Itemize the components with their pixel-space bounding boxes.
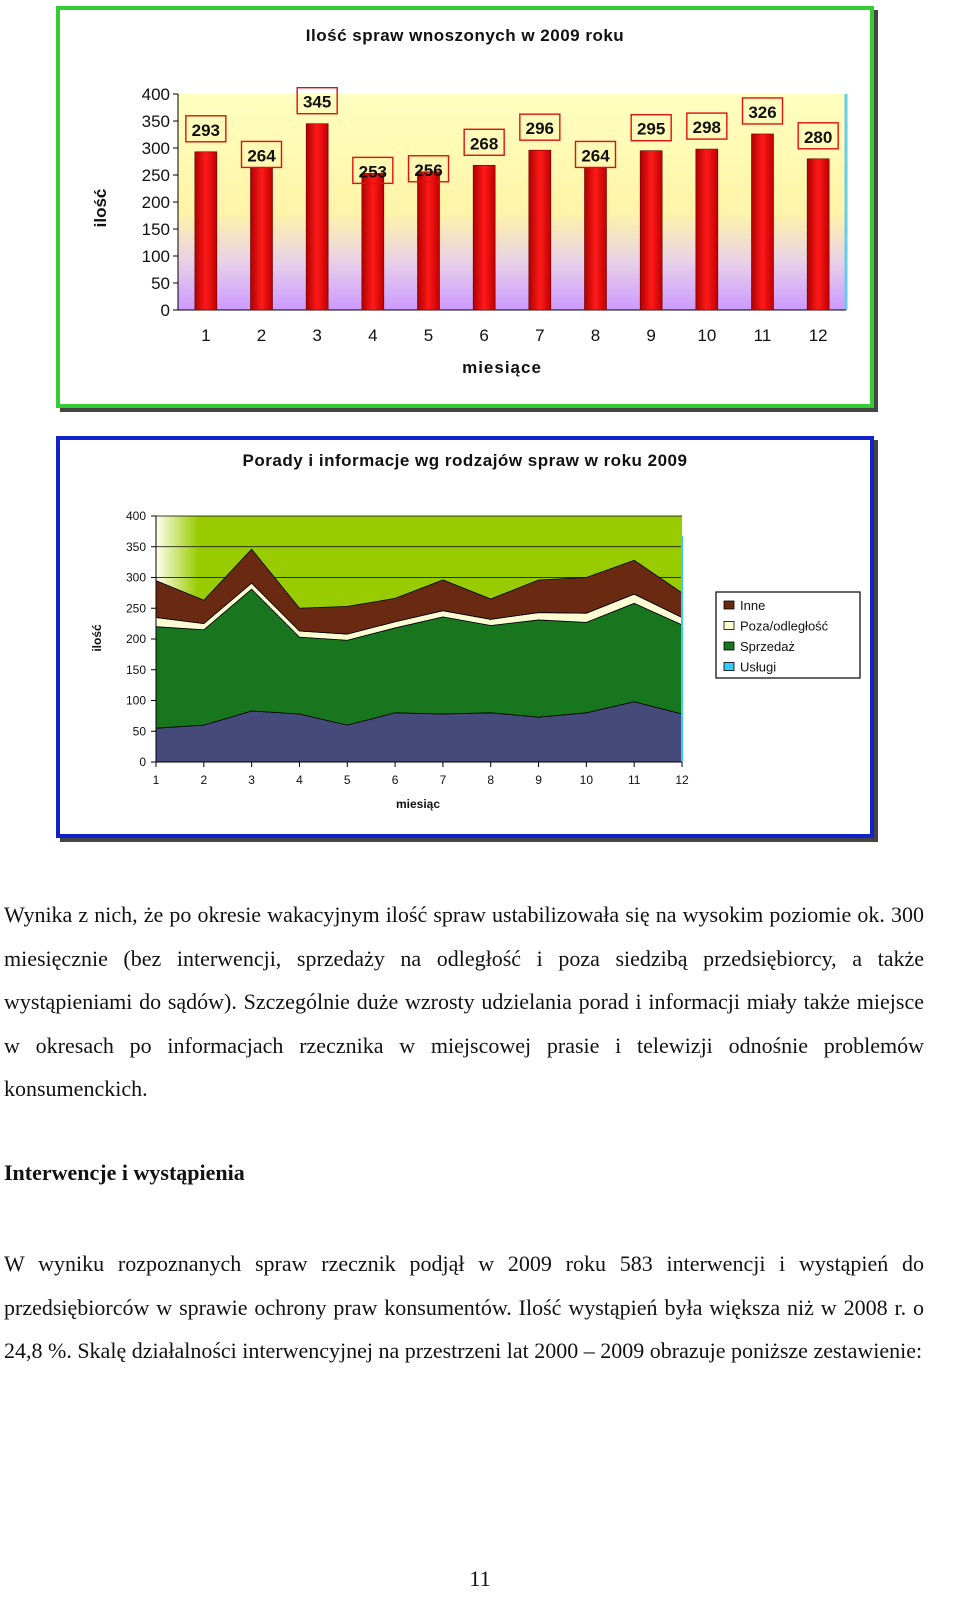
chart2-legend-swatch bbox=[724, 642, 734, 650]
chart1-data-label: 268 bbox=[469, 134, 499, 154]
chart2-ylabel: ilość bbox=[90, 624, 104, 652]
section-heading: Interwencje i wystąpienia bbox=[4, 1160, 245, 1185]
chart1-bar bbox=[529, 150, 551, 310]
chart1-bar bbox=[195, 152, 217, 310]
chart1-data-label: 264 bbox=[247, 146, 276, 166]
chart1-x-tick-label: 2 bbox=[256, 326, 267, 345]
chart1-bar bbox=[473, 165, 495, 310]
chart1-data-label: 280 bbox=[803, 127, 833, 147]
chart1-y-tick-label: 350 bbox=[141, 112, 170, 131]
chart1-x-tick-label: 12 bbox=[808, 326, 828, 345]
chart1-bar bbox=[362, 173, 384, 310]
chart2-legend bbox=[716, 592, 860, 678]
chart1-y-tick-label: 50 bbox=[151, 274, 170, 293]
chart1-xlabel: miesiące bbox=[462, 358, 542, 377]
chart1-data-label: 345 bbox=[302, 92, 332, 112]
chart2-legend-label: Inne bbox=[740, 598, 766, 613]
chart1-y-tick-label: 250 bbox=[141, 166, 170, 185]
chart2-legend-swatch bbox=[724, 601, 734, 609]
chart1-x-tick-label: 1 bbox=[201, 326, 211, 345]
chart2-legend-label: Sprzedaż bbox=[740, 639, 795, 654]
chart1-plot-area bbox=[178, 94, 846, 310]
chart1-x-tick-label: 7 bbox=[535, 326, 545, 345]
chart2-legend-swatch bbox=[724, 622, 734, 630]
chart2-x-tick-label: 12 bbox=[675, 773, 689, 787]
chart2-xlabel: miesiąc bbox=[395, 797, 441, 811]
chart2-x-tick-label: 8 bbox=[487, 773, 495, 787]
chart1-bar bbox=[251, 167, 273, 310]
chart2-x-tick-label: 3 bbox=[248, 773, 255, 787]
chart1-x-tick-label: 10 bbox=[697, 326, 717, 345]
chart1-data-label: 256 bbox=[414, 160, 443, 180]
chart1-x-tick-label: 9 bbox=[646, 326, 656, 345]
chart2-legend-box bbox=[716, 592, 860, 678]
chart1-x-tick-label: 6 bbox=[479, 326, 489, 345]
chart1-y-tick-label: 0 bbox=[160, 301, 170, 320]
chart1-x-tick-label: 11 bbox=[753, 326, 772, 345]
chart1-data-label: 295 bbox=[636, 119, 666, 139]
chart2-y-tick-label: 400 bbox=[125, 509, 146, 523]
chart2-legend-label: Usługi bbox=[740, 659, 777, 675]
chart2-x-tick-label: 5 bbox=[343, 773, 351, 787]
chart2-y-tick-label: 200 bbox=[125, 632, 146, 646]
monthly-cases-chart-svg bbox=[60, 10, 870, 404]
chart1-data-label: 298 bbox=[692, 118, 722, 138]
paragraph-summary: Wynika z nich, że po okresie wakacyjnym ilość spraw ustabilizowała się na wysokim poziomie ok. 300 miesięcznie (bez interwencji, sprzedaży na odległość i poza siedzibą przedsiębiorcy, a także wystąpieniami do sądów). Szczególnie duże wzrosty udzielania porad i informacji miały także miejsce w okresach po informacjach rzecznika w miejscowej prasie i telewizji odnośnie problemów konsumenckich. bbox=[4, 902, 924, 1101]
chart1-bar bbox=[640, 151, 662, 310]
chart2-x-tick-label: 10 bbox=[579, 773, 594, 787]
chart2-x-tick-label: 1 bbox=[152, 773, 160, 787]
chart1-y-tick-label: 150 bbox=[141, 220, 170, 239]
advice-by-type-chart-svg bbox=[60, 440, 870, 834]
chart1-x-tick-label: 3 bbox=[312, 326, 322, 345]
chart1-title: Ilość spraw wnoszonych w 2009 roku bbox=[305, 26, 625, 45]
paragraph-interventions: W wyniku rozpoznanych spraw rzecznik podjął w 2009 roku 583 interwencji i wystąpień do przedsiębiorców w sprawie ochrony praw konsumentów. Ilość wystąpień była większa niż w 2008 r. o 24,8 %. Skalę działalności interwencyjnej na przestrzeni lat 2000 – 2009 obrazuje poniższe zestawienie: bbox=[4, 1251, 924, 1363]
chart1-y-tick-label: 400 bbox=[141, 85, 170, 104]
chart1-data-label: 293 bbox=[191, 120, 221, 140]
page-number: 11 bbox=[469, 1566, 491, 1591]
chart1-data-label: 253 bbox=[358, 162, 388, 182]
chart2-y-tick-label: 100 bbox=[125, 693, 146, 708]
chart2-title: Porady i informacje wg rodzajów spraw w roku 2009 bbox=[242, 451, 688, 470]
chart1-y-tick-label: 200 bbox=[141, 193, 170, 212]
chart2-x-tick-label: 7 bbox=[439, 773, 447, 787]
chart1-x-tick-label: 5 bbox=[423, 326, 434, 345]
chart2-x-tick-label: 4 bbox=[296, 773, 303, 787]
chart2-y-tick-label: 50 bbox=[132, 724, 146, 739]
chart2-y-tick-label: 350 bbox=[125, 539, 146, 554]
chart2-y-tick-label: 150 bbox=[125, 662, 146, 677]
chart1-data-label: 326 bbox=[748, 102, 777, 122]
chart1-bar bbox=[696, 149, 718, 310]
chart2-legend-swatch bbox=[724, 663, 734, 671]
chart1-x-tick-label: 8 bbox=[590, 326, 601, 345]
chart1-bar bbox=[752, 134, 774, 310]
chart2-x-tick-label: 9 bbox=[535, 773, 542, 787]
chart1-data-label: 296 bbox=[525, 119, 555, 139]
chart1-bar bbox=[807, 159, 829, 310]
chart1-x-tick-label: 4 bbox=[368, 326, 378, 345]
chart1-bar bbox=[418, 172, 440, 310]
chart2-legend-label: Poza/odległość bbox=[740, 618, 829, 634]
chart1-data-label: 264 bbox=[581, 146, 610, 166]
advice-by-type-chart bbox=[56, 436, 874, 838]
chart2-y-tick-label: 0 bbox=[139, 755, 146, 769]
chart2-x-tick-label: 11 bbox=[627, 773, 641, 787]
chart1-bar bbox=[585, 167, 607, 310]
monthly-cases-chart bbox=[56, 6, 874, 408]
chart2-y-tick-label: 300 bbox=[125, 570, 146, 585]
chart1-bar bbox=[306, 124, 328, 310]
chart1-y-tick-label: 300 bbox=[141, 139, 170, 158]
chart2-y-tick-label: 250 bbox=[125, 601, 146, 616]
chart1-y-tick-label: 100 bbox=[141, 247, 170, 266]
chart1-ylabel: ilość bbox=[91, 188, 110, 228]
chart2-x-tick-label: 6 bbox=[391, 773, 399, 787]
chart2-x-tick-label: 2 bbox=[200, 773, 208, 787]
